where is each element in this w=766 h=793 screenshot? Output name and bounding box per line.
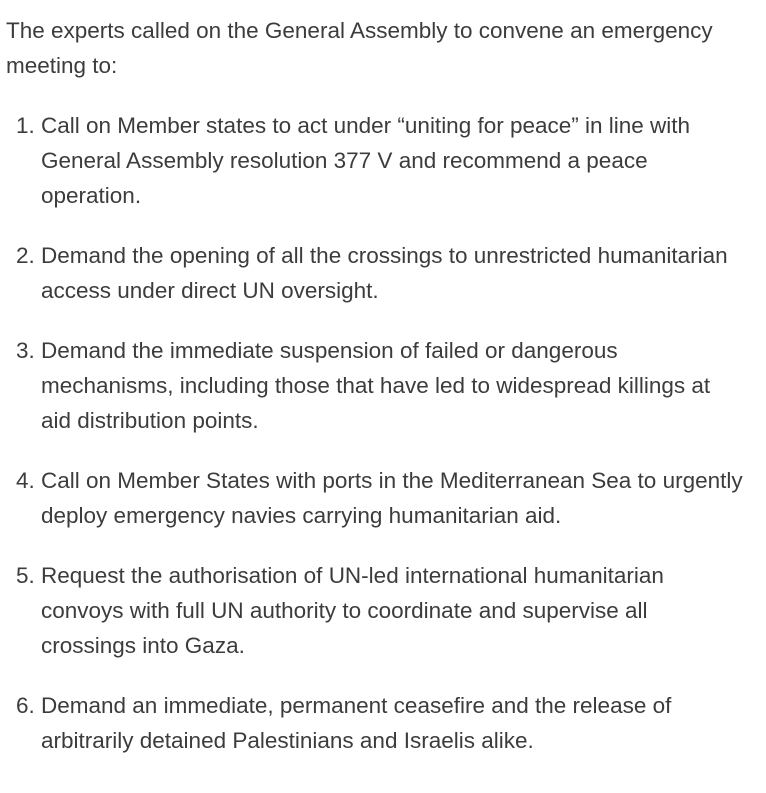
list-number: 1. (16, 113, 35, 138)
list-item-line: crossings into Gaza. (41, 633, 245, 658)
intro-line: meeting to: (6, 53, 118, 78)
list-item-line: aid distribution points. (41, 408, 259, 433)
list-item-line: Demand the opening of all the crossings to unrestricted humanitarian (41, 243, 728, 268)
list-item-line: Demand an immediate, permanent ceasefire and the release of (41, 693, 672, 718)
list-number: 5. (16, 563, 35, 588)
list-item-line: access under direct UN oversight. (41, 278, 379, 303)
list-number: 6. (16, 693, 35, 718)
list-item (6, 108, 766, 213)
list-item-line: mechanisms, including those that have led to widespread killings at (41, 373, 711, 398)
intro-line: The experts called on the General Assembly to convene an emergency (6, 18, 713, 43)
list-item (6, 688, 766, 758)
intro-paragraph (6, 13, 766, 83)
list-item (6, 558, 766, 663)
list-item (6, 463, 766, 533)
list-item-line: Request the authorisation of UN-led international humanitarian (41, 563, 664, 588)
list-number: 3. (16, 338, 35, 363)
list-item-line: General Assembly resolution 377 V and recommend a peace (41, 148, 648, 173)
list-item (6, 333, 766, 438)
list-item-line: deploy emergency navies carrying humanitarian aid. (41, 503, 562, 528)
list-number: 2. (16, 243, 35, 268)
list-number: 4. (16, 468, 35, 493)
list-item-line: Call on Member States with ports in the Mediterranean Sea to urgently (41, 468, 743, 493)
list-item-line: convoys with full UN authority to coordinate and supervise all (41, 598, 648, 623)
list-item-line: operation. (41, 183, 142, 208)
list-item (6, 238, 766, 308)
list-item-line: arbitrarily detained Palestinians and Israelis alike. (41, 728, 534, 753)
demands-list (6, 108, 766, 758)
list-item-line: Demand the immediate suspension of failed or dangerous (41, 338, 618, 363)
list-item-line: Call on Member states to act under “uniting for peace” in line with (41, 113, 691, 138)
